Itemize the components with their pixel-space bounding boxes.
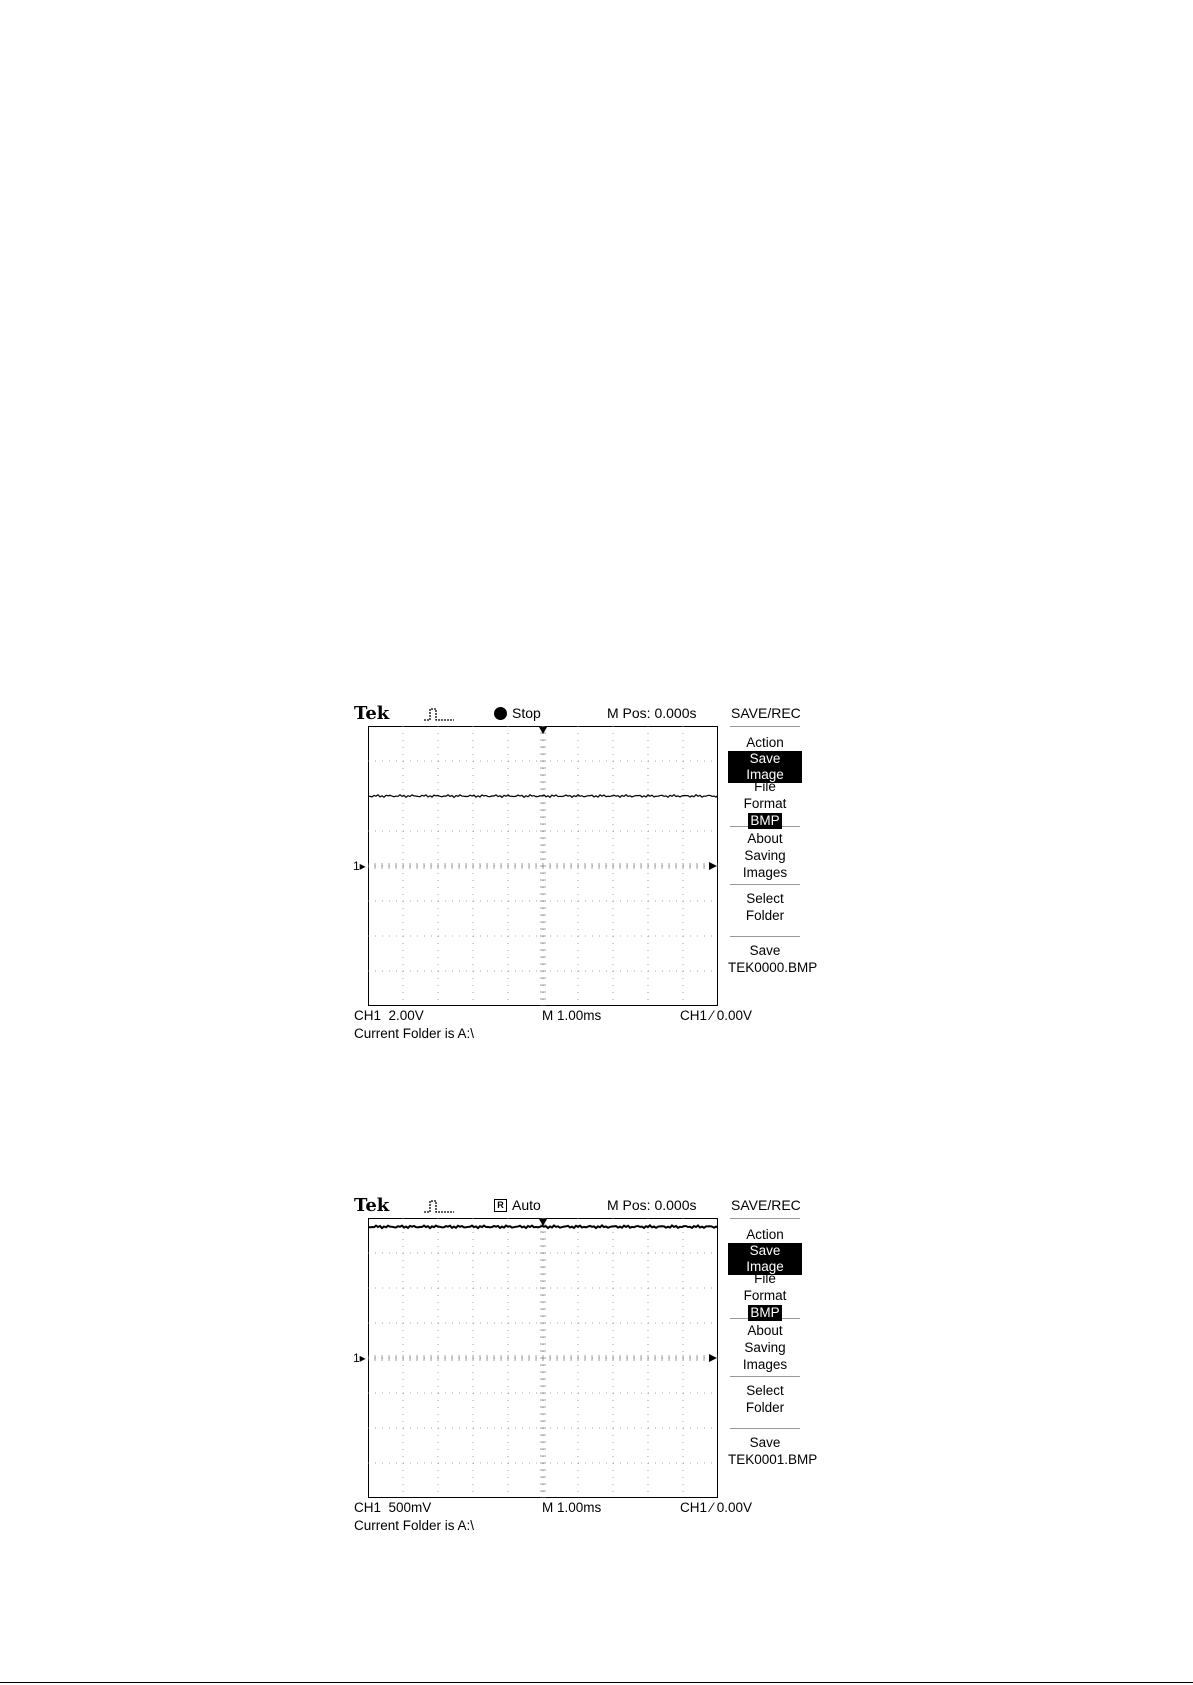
menu-item-label: Images (742, 1357, 788, 1372)
menu-item-value: BMP (750, 1305, 780, 1320)
timebase: M 1.00ms (542, 1500, 602, 1515)
current-folder: Current Folder is A:\ (354, 1518, 475, 1533)
status-bar (352, 1192, 802, 1220)
menu-item-label: Saving (744, 848, 786, 863)
page-rule (0, 1682, 1193, 1683)
menu-title: SAVE/REC (731, 1197, 801, 1213)
menu-separator (730, 1218, 800, 1219)
menu-item-label: File (754, 779, 776, 794)
trigger-level-marker (709, 862, 717, 870)
menu-separator (730, 726, 800, 727)
menu-item-label: Action (746, 1227, 784, 1242)
menu-item-label: Save (749, 1435, 781, 1450)
menu-item-file[interactable] (728, 1270, 802, 1321)
channel-1-marker: 1▸ (353, 859, 366, 873)
menu-item-label: Select (746, 1383, 784, 1398)
menu-item-label: TEK0001.BMP (728, 1452, 818, 1467)
menu-separator (730, 884, 800, 885)
menu-item-label: Save (749, 943, 781, 958)
menu-item-label: Format (743, 796, 787, 811)
channel-scale: CH1 2.00V (354, 1008, 424, 1023)
menu-item-about[interactable] (728, 830, 802, 881)
menu-item-select[interactable] (728, 890, 802, 924)
waveform-graticule (353, 1218, 718, 1498)
menu-item-label: Format (743, 1288, 787, 1303)
menu-item-value: Save Image (728, 751, 802, 783)
menu-item-label: Folder (745, 1400, 785, 1415)
waveform-graticule (353, 726, 718, 1006)
menu-title: SAVE/REC (731, 705, 801, 721)
menu-item-action[interactable] (728, 1226, 802, 1275)
run-status: Auto (512, 1197, 541, 1213)
menu-item-value: Save Image (728, 1243, 802, 1275)
status-bar (352, 700, 802, 728)
readout-bar (352, 1498, 802, 1518)
run-status: Stop (512, 705, 541, 721)
scope-screenshot-1 (352, 700, 818, 1055)
menu-item-label: Select (746, 891, 784, 906)
menu-item-label: Images (742, 865, 788, 880)
m-pos-readout: M Pos: 0.000s (607, 1197, 697, 1213)
r-box-icon: R (494, 1199, 507, 1212)
brand-logo: Tek (354, 703, 390, 724)
side-menu (728, 1218, 818, 1498)
scope-screenshot-2 (352, 1192, 818, 1547)
menu-item-action[interactable] (728, 734, 802, 783)
menu-item-label: Saving (744, 1340, 786, 1355)
readout-bar (352, 1006, 802, 1026)
trigger-level-marker (709, 1354, 717, 1362)
timebase: M 1.00ms (542, 1008, 602, 1023)
channel-scale: CH1 500mV (354, 1500, 432, 1515)
menu-item-file[interactable] (728, 778, 802, 829)
menu-item-label: About (747, 1323, 783, 1338)
menu-item-about[interactable] (728, 1322, 802, 1373)
menu-item-label: File (754, 1271, 776, 1286)
menu-separator (730, 1376, 800, 1377)
waveform-trace (368, 1225, 718, 1228)
menu-item-save[interactable] (728, 1434, 818, 1468)
m-pos-readout: M Pos: 0.000s (607, 705, 697, 721)
menu-separator (730, 936, 800, 937)
brand-logo: Tek (354, 1195, 390, 1216)
stop-dot-icon (494, 707, 507, 720)
pulse-icon (424, 706, 454, 722)
side-menu (728, 726, 818, 1006)
menu-separator (730, 1428, 800, 1429)
trigger-readout: CH1 ⁄ 0.00V (680, 1500, 753, 1515)
menu-item-select[interactable] (728, 1382, 802, 1416)
menu-item-value: BMP (750, 813, 780, 828)
menu-item-save[interactable] (728, 942, 818, 976)
current-folder: Current Folder is A:\ (354, 1026, 475, 1041)
pulse-icon (424, 1198, 454, 1214)
menu-item-label: About (747, 831, 783, 846)
menu-item-label: Folder (745, 908, 785, 923)
trigger-readout: CH1 ⁄ 0.00V (680, 1008, 753, 1023)
menu-item-label: Action (746, 735, 784, 750)
menu-item-label: TEK0000.BMP (728, 960, 818, 975)
channel-1-marker: 1▸ (353, 1351, 366, 1365)
